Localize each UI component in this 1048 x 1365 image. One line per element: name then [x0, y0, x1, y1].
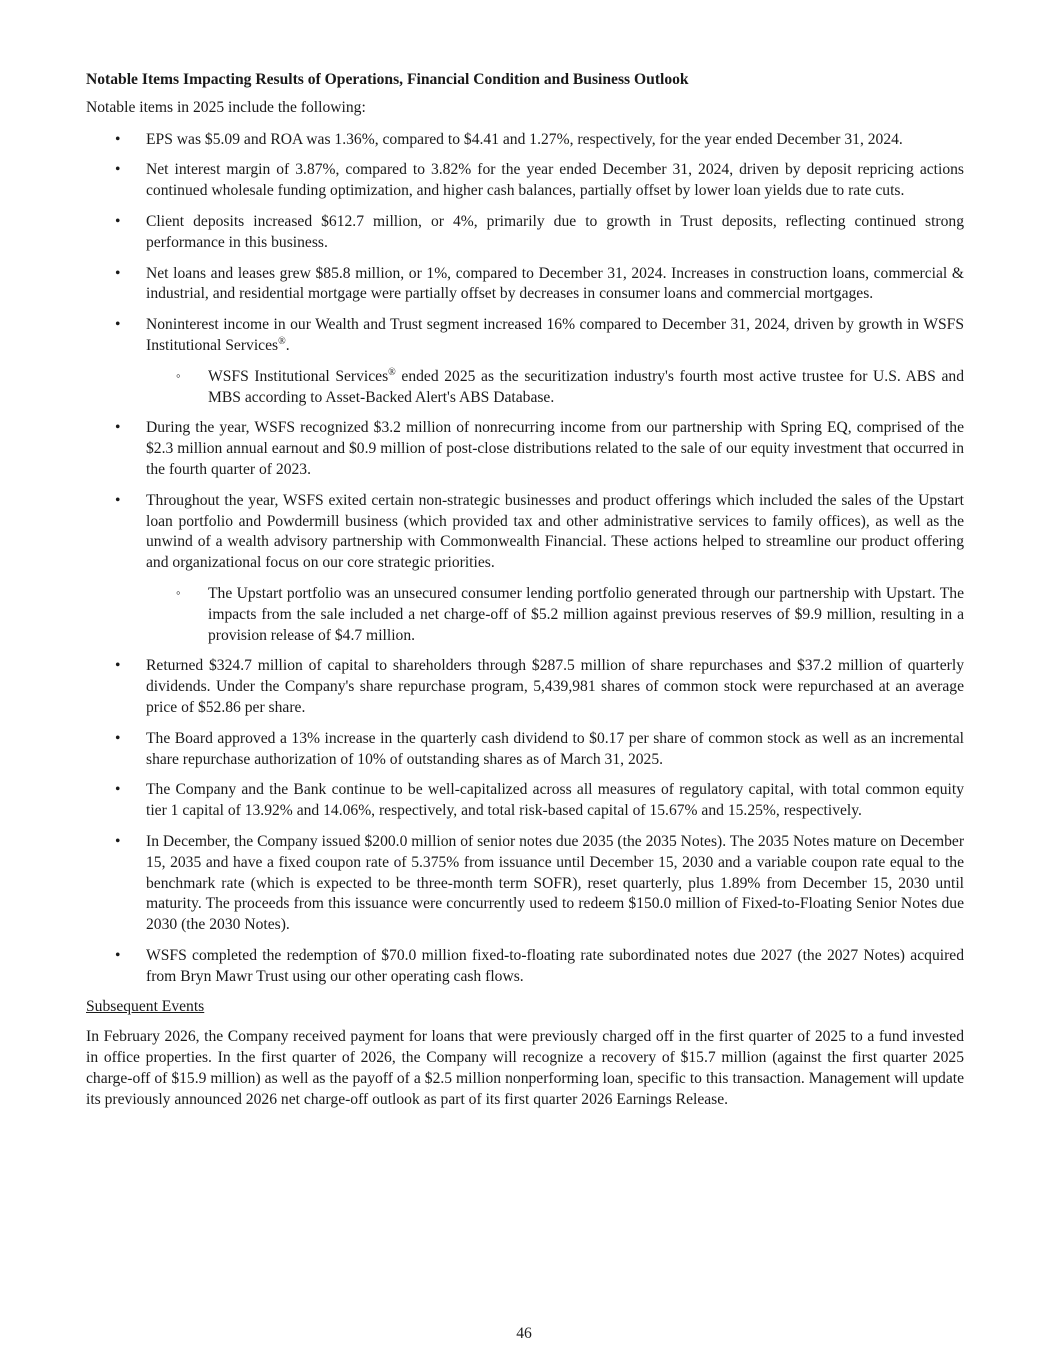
list-item: [86, 315, 964, 408]
sub-bullet-icon: ◦: [176, 367, 181, 383]
list-item-text: EPS was $5.09 and ROA was 1.36%, compared to $4.41 and 1.27%, respectively, for the year ended December 31, 2024.: [146, 130, 903, 148]
list-item: [86, 418, 964, 480]
list-item-text: Net loans and leases grew $85.8 million, or 1%, compared to December 31, 2024. Increases in construction loans, commercial & industrial, and residential mortgage were partially offset by decreases in consumer loans and commercial mortgages.: [146, 264, 964, 303]
subsequent-events-title: Subsequent Events: [86, 998, 205, 1016]
list-item: [86, 832, 964, 936]
bullet-icon: •: [115, 946, 121, 964]
list-item: [86, 130, 964, 151]
list-item: [86, 491, 964, 647]
bullet-icon: •: [115, 264, 121, 282]
sub-list-item-text: WSFS Institutional Services: [208, 367, 389, 385]
list-item-text: During the year, WSFS recognized $3.2 million of nonrecurring income from our partnership with Spring EQ, comprised of the $2.3 million annual earnout and $0.9 million of post-close distributions related to the sale of our equity investment that occurred in the fourth quarter of 2023.: [146, 419, 964, 478]
list-item-text: The Board approved a 13% increase in the quarterly cash dividend to $0.17 per share of common stock as well as an incremental share repurchase authorization of 10% of outstanding shares as of March 31, 2025.: [146, 729, 964, 768]
section-heading: Notable Items Impacting Results of Operations, Financial Condition and Business Outlook: [86, 71, 689, 88]
list-item-text: Returned $324.7 million of capital to shareholders through $287.5 million of share repurchases and $37.2 million of quarterly dividends. Under the Company's share repurchase program, 5,439,981 shares of common stock were repurchased at an average price of $52.86 per share.: [146, 657, 964, 716]
list-item: [86, 780, 964, 822]
bullet-icon: •: [115, 657, 121, 675]
bullet-icon: •: [115, 316, 121, 334]
bullet-icon: •: [115, 419, 121, 437]
list-item-text-end: .: [285, 336, 290, 354]
list-item-text: The Company and the Bank continue to be well-capitalized across all measures of regulatory capital, with total common equity tier 1 capital of 13.92% and 14.06%, respectively, and total risk-based capital of 15.67% and 15.25%, respectively.: [146, 781, 964, 820]
intro-text: Notable items in 2025 include the following:: [86, 98, 366, 116]
list-item-text: Client deposits increased $612.7 million, or 4%, primarily due to growth in Trust deposits, reflecting continued strong performance in this business.: [146, 212, 964, 251]
bullet-icon: •: [115, 491, 121, 509]
list-item: [86, 160, 964, 202]
notable-items-list: [86, 130, 964, 988]
list-item-text: Net interest margin of 3.87%, compared to 3.82% for the year ended December 31, 2024, driven by deposit repricing actions continued wholesale funding optimization, and higher cash balances, partially offset by lower loan yields due to rate cuts.: [146, 161, 964, 200]
bullet-icon: •: [115, 212, 121, 230]
list-item-text: Throughout the year, WSFS exited certain non-strategic businesses and product offerings which included the sales of the Upstart loan portfolio and Powdermill business (which provided tax and other administrative services to family offices), as well as the unwind of a wealth advisory partnership with Commonwealth Financial. These actions helped to streamline our product offering and organizational focus on our core strategic priorities.: [146, 491, 964, 572]
list-item: [86, 264, 964, 306]
list-item: [86, 212, 964, 254]
registered-mark: ®: [278, 335, 286, 347]
list-item: [86, 656, 964, 718]
subsequent-events-text: In February 2026, the Company received payment for loans that were previously charged off in the first quarter of 2025 to a fund invested in office properties. In the first quarter of 2026, the Company will recognize a recovery of $15.7 million (against the first quarter 2025 charge-off of $15.9 million) as well as the payoff of a $2.5 million nonperforming loan, specific to this transaction. Management will update its previously announced 2026 net charge-off outlook as part of its first quarter 2026 Earnings Release.: [86, 1028, 964, 1108]
sub-list-item: [146, 367, 964, 409]
sub-list-item: [146, 584, 964, 646]
bullet-icon: •: [115, 729, 121, 747]
sub-bullet-icon: ◦: [176, 584, 181, 600]
bullet-icon: •: [115, 161, 121, 179]
list-item-text: In December, the Company issued $200.0 million of senior notes due 2035 (the 2035 Notes). The 2035 Notes mature on December 15, 2035 and have a fixed coupon rate of 5.375% from issuance until December 15, 2030 and a variable coupon rate equal to the benchmark rate (which is expected to be three-month term SOFR), reset quarterly, plus 1.89% from December 15, 2030 until maturity. The proceeds from this issuance were concurrently used to redeem $150.0 million of Fixed-to-Floating Senior Notes due 2030 (the 2030 Notes).: [146, 832, 965, 934]
list-item-text: WSFS completed the redemption of $70.0 million fixed-to-floating rate subordinated notes due 2027 (the 2027 Notes) acquired from Bryn Mawr Trust using our other operating cash flows.: [146, 946, 964, 985]
sub-list-item-text-end: ended 2025 as the securitization industry's fourth most active trustee for U.S. ABS and MBS according to Asset-Backed Alert's ABS Database.: [208, 367, 964, 406]
sub-list-item-text: The Upstart portfolio was an unsecured consumer lending portfolio generated through our partnership with Upstart. The impacts from the sale included a net charge-off of $5.2 million against previous reserves of $9.9 million, resulting in a provision release of $4.7 million.: [208, 584, 964, 644]
bullet-icon: •: [115, 781, 121, 799]
document-page: [86, 70, 964, 1110]
registered-mark: ®: [388, 366, 396, 378]
list-item: [86, 729, 964, 771]
sub-list: [146, 584, 964, 646]
list-item-text: Noninterest income in our Wealth and Trust segment increased 16% compared to December 31, 2024, driven by growth in WSFS Institutional Services: [146, 316, 964, 354]
bullet-icon: •: [115, 130, 121, 148]
page-number: 46: [516, 1325, 532, 1342]
sub-list: [146, 367, 964, 409]
list-item: [86, 946, 964, 988]
bullet-icon: •: [115, 832, 121, 850]
